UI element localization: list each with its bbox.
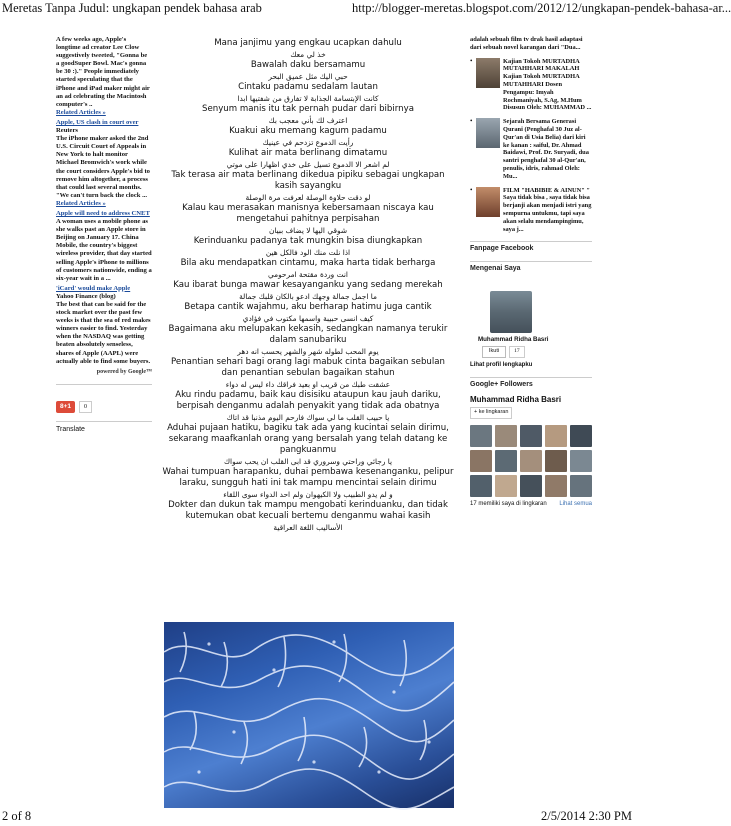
news-headline-link[interactable]: Apple will need to address CNET — [56, 209, 150, 217]
arabic-line: رأيت الدموع تزدحم في عينيك — [262, 138, 354, 147]
print-header — [0, 0, 731, 18]
calligraphy-pattern-image — [164, 622, 454, 808]
follower-avatar[interactable] — [570, 475, 592, 497]
news-text: A woman uses a mobile phone as she walks past an Apple store in Beijing on January 17. China Mobile, the country's biggest wireless provider, that day started selling Apple's iPhone to millions of customers nationwide, ending a six-year wait in a ... — [56, 218, 152, 282]
print-date: 2/5/2014 2:30 PM — [541, 809, 632, 823]
indonesian-line: Kerinduanku padanya tak mungkin bisa diungkapkan — [193, 236, 423, 246]
powered-by-google: powered by Google™ — [96, 368, 152, 375]
arabic-line: يا رجائي وراحتي وسروري قد ابى القلب ان يحب سواك — [223, 457, 393, 466]
arabic-line: يا حبيب القلب ما لي سواك فارحم اليوم مذنبا قد اتاك — [226, 413, 390, 422]
plusone-count: 0 — [79, 401, 92, 413]
indonesian-line: Mana janjimu yang engkau ucapkan dahulu — [214, 38, 402, 48]
post-body — [162, 38, 454, 533]
page-title: Meretas Tanpa Judul: ungkapan pendek bahasa arab — [2, 1, 262, 15]
divider — [470, 241, 592, 242]
arabic-line: ما اجمل جمالة وجهك ادعو بالكان قلبك جمالة — [239, 292, 377, 301]
follower-avatar[interactable] — [520, 425, 542, 447]
news-headline-link[interactable]: Apple, US clash in court over — [56, 118, 139, 126]
indonesian-line: Senyum manis itu tak pernah pudar dari bibirnya — [202, 104, 414, 114]
post-thumbnail[interactable] — [476, 118, 500, 148]
indonesian-line: Bawalah daku bersamamu — [250, 60, 366, 70]
arabic-line: لو دقت حلاوة الوصلة لعرفت مرة الوصلة — [245, 193, 371, 202]
arabic-line: خذ لي معك — [290, 50, 326, 59]
follow-widget — [482, 346, 592, 358]
indonesian-line: Bagaimana aku melupakan kekasih, sedangkan namanya terukir dalam sanubariku — [168, 324, 448, 345]
follower-avatar[interactable] — [570, 425, 592, 447]
news-item — [56, 210, 152, 283]
print-footer — [0, 808, 638, 826]
indonesian-line: Wahai tumpuan harapanku, duhai pembawa kesenanganku, pelipur laraku, sungguh hati ini tak mampu mencintai selain dirimu — [162, 467, 454, 488]
popular-post-intro: adalah sebuah film tv drak hasil adaptasi dari sebuah novel karangan dari "Dua... — [470, 36, 583, 51]
left-sidebar — [56, 36, 152, 434]
divider — [470, 377, 592, 378]
indonesian-line: Penantian sehari bagi orang lagi mabuk cinta bagaikan sebulan dan penantian sebulan bagaikan stahun — [171, 357, 445, 378]
arabic-line: و لم يدو الطبيب ولا الكيهوان ولم احد الدواء سوى اللقاء — [223, 490, 393, 499]
arabic-line: حبي اليك مثل عميق البحر — [268, 72, 348, 81]
profile-name[interactable]: Muhammad Ridha Basri — [478, 335, 549, 343]
follower-avatar[interactable] — [520, 450, 542, 472]
news-text: A few weeks ago, Apple's longtime ad creator Lee Clow suggestively tweeted, "Gonna be a goodSuper Bowl. Mac's gonna be 30 :)." People immediately started speculating that the iPhone and iPad maker might air an ad celebrating the Macintosh computer's .. — [56, 36, 150, 108]
arabic-line: لم اشعر الا الدموع تسيل على خدي اظهارا على موتي — [226, 160, 390, 169]
follow-button[interactable]: Ikuti — [482, 346, 506, 358]
profile-photo[interactable] — [490, 291, 532, 333]
post-thumbnail[interactable] — [476, 187, 500, 217]
indonesian-line: Betapa cantik wajahmu, aku berharap hatimu juga cantik — [184, 302, 432, 312]
plusone-button[interactable]: 8+1 — [56, 401, 75, 413]
profile-link[interactable]: Lihat profil lengkapku — [470, 361, 533, 368]
popular-post-text[interactable]: Kajian Tokoh MURTADHA MUTAHHARI MAKALAH Kajian Tokoh MURTADHA MUTAHHARI Dosen Pengampu: Imyah Rochmaniyah, S.Ag, M.Hum Disusun Oleh: MUHAMMAD ... — [503, 57, 592, 112]
follower-avatar[interactable] — [470, 450, 492, 472]
news-item — [56, 36, 152, 117]
page-url[interactable]: http://blogger-meretas.blogspot.com/2012/12/ungkapan-pendek-bahasa-ar... — [352, 1, 731, 15]
add-to-circles-button[interactable]: + ke lingkaran — [470, 407, 512, 419]
arabic-line: اذا نلت منك الود فالكل هين — [265, 248, 351, 257]
indonesian-line: Kulihat air mata berlinang dimatamu — [228, 148, 388, 158]
post-thumbnail[interactable] — [476, 58, 500, 88]
follower-avatar[interactable] — [545, 475, 567, 497]
translate-label: Translate — [56, 425, 85, 433]
right-sidebar — [470, 36, 592, 509]
indonesian-line: Kalau kau merasakan manisnya kebersamaan niscaya kau mengetahui pahitnya perpisahan — [182, 203, 434, 224]
news-source: Yahoo Finance (blog) — [56, 292, 116, 300]
arabic-line: انت وردة مقتحة امرحومي — [268, 270, 348, 279]
indonesian-line: Aku rindu padamu, baik kau disisiku ataupun kau jauh dariku, berpisah denganmu adalah penyakit yang tidak ada obatnya — [175, 390, 441, 411]
news-text: The iPhone maker asked the 2nd U.S. Circuit Court of Appeals in New York to halt monitor Michael Bromwich's work while the court considers Apple's bid to remove him altogether, a process that could last several months. "We can't turn back the clock ... — [56, 135, 150, 199]
follower-avatar[interactable] — [545, 425, 567, 447]
popular-post-item[interactable] — [470, 118, 592, 180]
follow-count: 17 — [509, 346, 525, 358]
popular-post-text[interactable]: FILM "HABIBIE & AINUN" " Saya tidak bisa , saya tidak bisa berjanji akan menjadi istri yang sempurna untukmu, tapi saya akan selalu mendampingimu, saya j... — [503, 186, 592, 233]
news-headline-link[interactable]: 'iCard' would make Apple — [56, 284, 131, 292]
arabic-line: الأساليب اللغة العراقية — [273, 523, 343, 532]
followers-grid — [470, 425, 592, 497]
news-item — [56, 119, 152, 208]
indonesian-line: Aduhai pujaan hatiku, bagiku tak ada yang kucintai selain dirimu, sekarang maafkanlah orang yang bersalah yang telah datang ke pangkuanmu — [167, 423, 449, 455]
plusone-widget — [56, 401, 152, 413]
page-number: 2 of 8 — [2, 809, 32, 823]
follower-avatar[interactable] — [470, 475, 492, 497]
follower-avatar[interactable] — [545, 450, 567, 472]
indonesian-line: Tak terasa air mata berlinang dikedua pipiku sebagai ungkapan kasih sayangku — [171, 170, 445, 191]
divider — [56, 384, 152, 385]
arabic-line: يوم المحب لطوله شهر والشهر يحسب انه دهر — [237, 347, 379, 356]
followers-footer — [470, 501, 592, 509]
follower-avatar[interactable] — [495, 475, 517, 497]
followers-count-text: 17 memiliki saya di lingkaran — [470, 500, 547, 507]
bullet-icon: • — [470, 56, 473, 65]
follower-avatar[interactable] — [495, 425, 517, 447]
gplus-profile-name[interactable]: Muhammad Ridha Basri — [470, 395, 562, 405]
indonesian-line: Bila aku mendapatkan cintamu, maka harta tidak berharga — [180, 258, 436, 268]
popular-post-item[interactable] — [470, 187, 592, 234]
arabic-line: عشقت طبك من قريب او بعيد فراقك داء ليس له دواء — [225, 380, 391, 389]
arabic-line: كانت الإبتسامة الجذابة لا تفارق من شفتيها ابدا — [237, 94, 379, 103]
follower-avatar[interactable] — [470, 425, 492, 447]
arabic-line: شوقي اليها لا يضاف ببيان — [268, 226, 348, 235]
calligraphy-photo — [164, 622, 454, 808]
popular-post-text[interactable]: Sejarah Bersama Generasi Qurani (Penghafal 30 Juz al-Qur'an di Usia Belia) dari kiri ke kanan : saiful, Dr. Ahmad Baidawi, Prof. Dr. Suryadi, dua santri penghafal 30 al-Qur'an, penulis, idris, rahmad Oleh: Mu... — [503, 118, 589, 180]
fanpage-title: Fanpage Facebook — [470, 245, 534, 253]
divider — [470, 261, 592, 262]
news-source: Reuters — [56, 127, 78, 135]
gplus-followers-title: Google+ Followers — [470, 381, 533, 389]
related-articles-link[interactable]: Related Articles » — [56, 199, 106, 207]
arabic-line: اعترف لك بأني معجب بك — [268, 116, 348, 125]
about-title: Mengenai Saya — [470, 265, 521, 273]
news-text: The best that can be said for the stock market over the past few weeks is that the sea of red makes winners easier to find. Yesterday when the NASDAQ was getting beaten absolutely senseless, shares of Apple (AAPL) were actually able to find some buyers. — [56, 301, 151, 365]
bullet-icon: • — [470, 117, 473, 126]
indonesian-line: Kuakui aku memang kagum padamu — [229, 126, 387, 136]
follower-avatar[interactable] — [520, 475, 542, 497]
indonesian-line: Cintaku padamu sedalam lautan — [238, 82, 378, 92]
indonesian-line: Kau ibarat bunga mawar kesayanganku yang sedang merekah — [173, 280, 443, 290]
bullet-icon: • — [470, 185, 473, 194]
follower-avatar[interactable] — [495, 450, 517, 472]
news-item — [56, 285, 152, 366]
divider — [56, 421, 152, 422]
related-articles-link[interactable]: Related Articles » — [56, 108, 106, 116]
see-all-link[interactable]: Lihat semua — [559, 500, 592, 507]
popular-post-item[interactable] — [470, 58, 592, 113]
indonesian-line: Dokter dan dukun tak mampu mengobati kerinduanku, dan tidak kutemukan obat kecuali bertemu denganmu wahai kasih — [168, 500, 448, 521]
arabic-line: كيف انسى حبيبة واسمها مكتوب في فؤادي — [242, 314, 374, 323]
follower-avatar[interactable] — [570, 450, 592, 472]
